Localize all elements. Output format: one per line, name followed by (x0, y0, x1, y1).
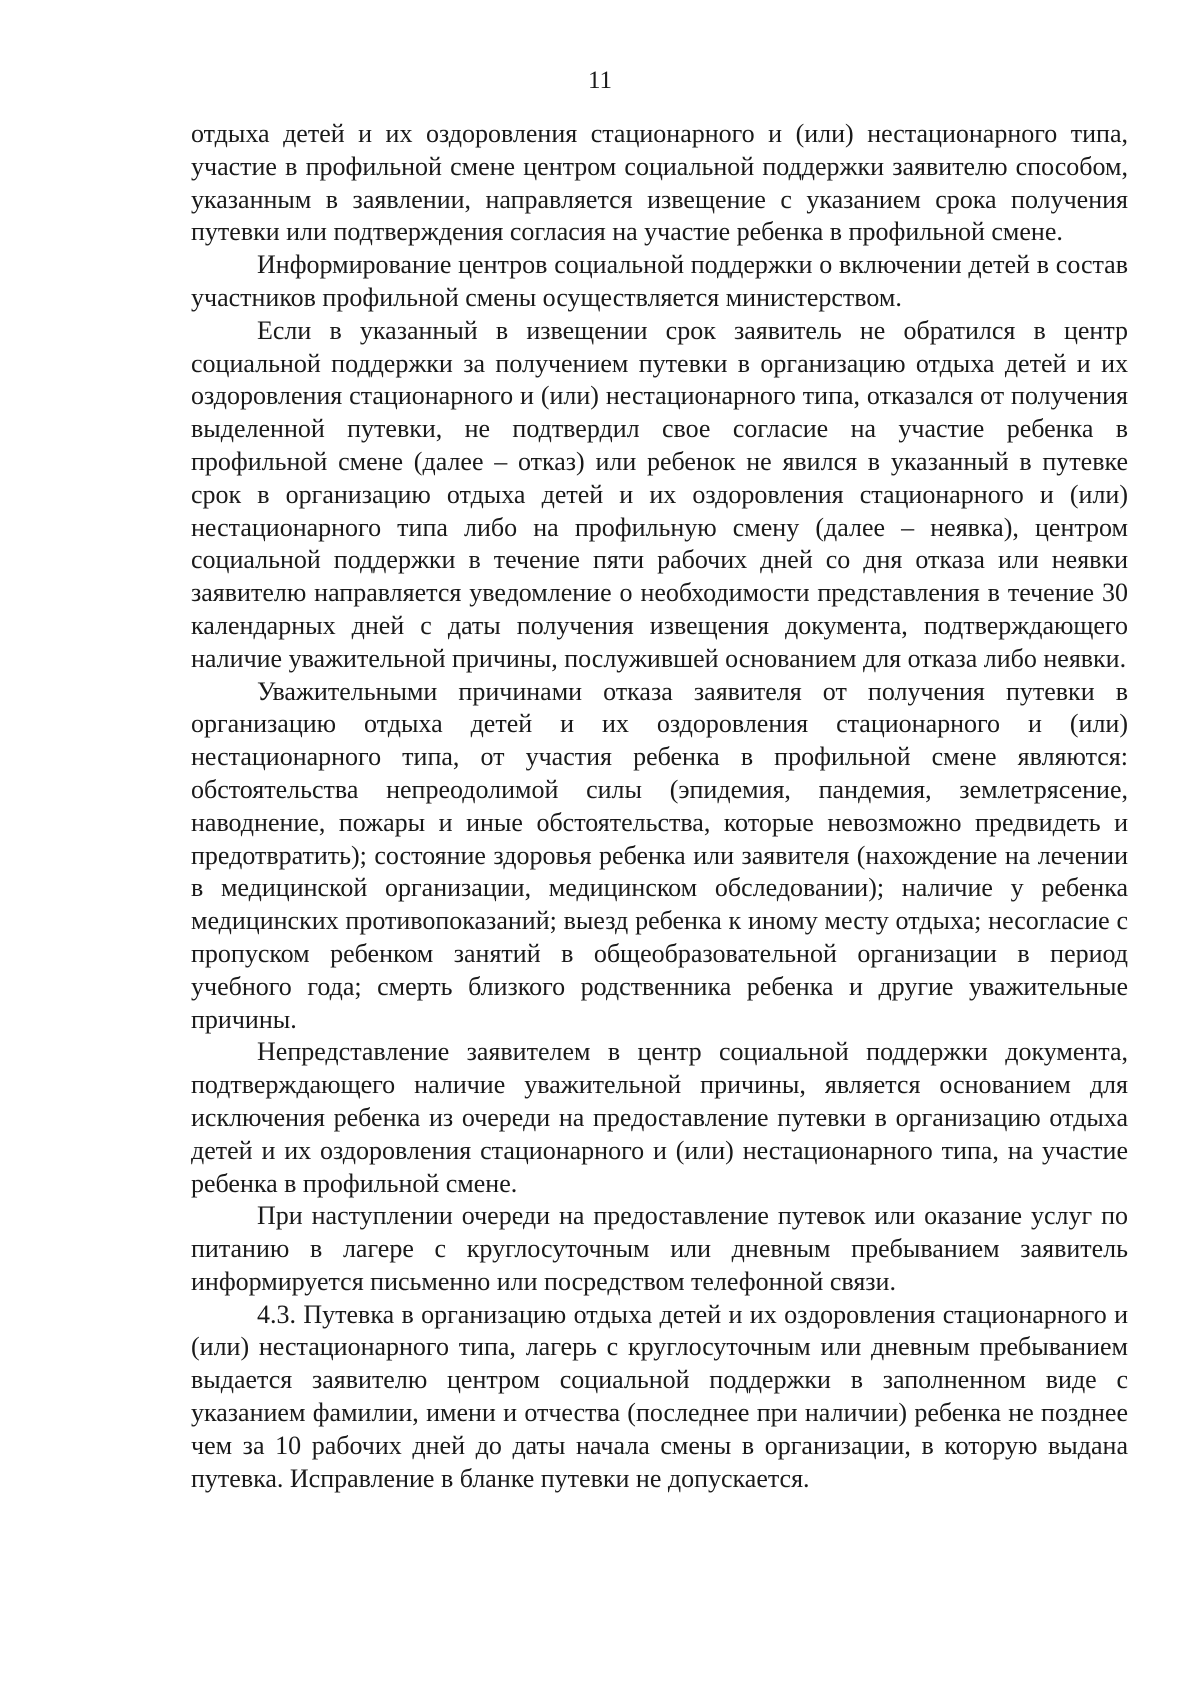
document-body (191, 118, 1128, 1495)
paragraph-valid-reasons: Уважительными причинами отказа заявителя от получения путевки в организацию отдыха детей и их оздоровления стационарного и (или) нестационарного типа, от участия ребенка в профильной смене являются: обстоятельства непреодолимой силы (эпидемия, пандемия, землетрясение, наводнение, пожары и иные обстоятельства, которые невозможно предвидеть и предотвратить); состояние здоровья ребенка или заявителя (нахождение на лечении в медицинской организации, медицинском обследовании); наличие у ребенка медицинских противопоказаний; выезд ребенка к иному месту отдыха; несогласие с пропуском ребенком занятий в общеобразовательной организации в период учебного года; смерть близкого родственника ребенка и другие уважительные причины. (191, 676, 1128, 1034)
paragraph-continuation: отдыха детей и их оздоровления стационарного и (или) нестационарного типа, участие в профильной смене центром социальной поддержки заявителю способом, указанным в заявлении, направляется извещение с указанием срока получения путевки или подтверждения согласия на участие ребенка в профильной смене. (191, 119, 1128, 247)
paragraph-informing: Информирование центров социальной поддержки о включении детей в состав участников профильной смены осуществляется министерством. (191, 250, 1128, 312)
paragraph-refusal-or-no-show: Если в указанный в извещении срок заявитель не обратился в центр социальной поддержки за получением путевки в организацию отдыха детей и их оздоровления стационарного и (или) нестационарного типа, отказался от получения выделенной путевки, не подтвердил свое согласие на участие ребенка в профильной смене (далее – отказ) или ребенок не явился в указанный в путевке срок в организацию отдыха детей и их оздоровления стационарного и (или) нестационарного типа либо на профильную смену (далее – неявка), центром социальной поддержки в течение пяти рабочих дней со дня отказа или неявки заявителю направляется уведомление о необходимости представления в течение 30 календарных дней с даты получения извещения документа, подтверждающего наличие уважительной причины, послужившей основанием для отказа либо неявки. (191, 315, 1128, 673)
page-number: 11 (587, 67, 613, 94)
paragraph-clause-4-3: 4.3. Путевка в организацию отдыха детей и их оздоровления стационарного и (или) нестационарного типа, лагерь с круглосуточным или дневным пребыванием выдается заявителю центром социальной поддержки в заполненном виде с указанием фамилии, имени и отчества (последнее при наличии) ребенка не позднее чем за 10 рабочих дней до даты начала смены в организации, в которую выдана путевка. Исправление в бланке путевки не допускается. (191, 1299, 1128, 1493)
paragraph-non-submission: Непредставление заявителем в центр социальной поддержки документа, подтверждающего наличие уважительной причины, является основанием для исключения ребенка из очереди на предоставление путевки в организацию отдыха детей и их оздоровления стационарного и (или) нестационарного типа, на участие ребенка в профильной смене. (191, 1037, 1128, 1198)
paragraph-queue-notification: При наступлении очереди на предоставление путевок или оказание услуг по питанию в лагере с круглосуточным или дневным пребыванием заявитель информируется письменно или посредством телефонной связи. (191, 1201, 1128, 1296)
